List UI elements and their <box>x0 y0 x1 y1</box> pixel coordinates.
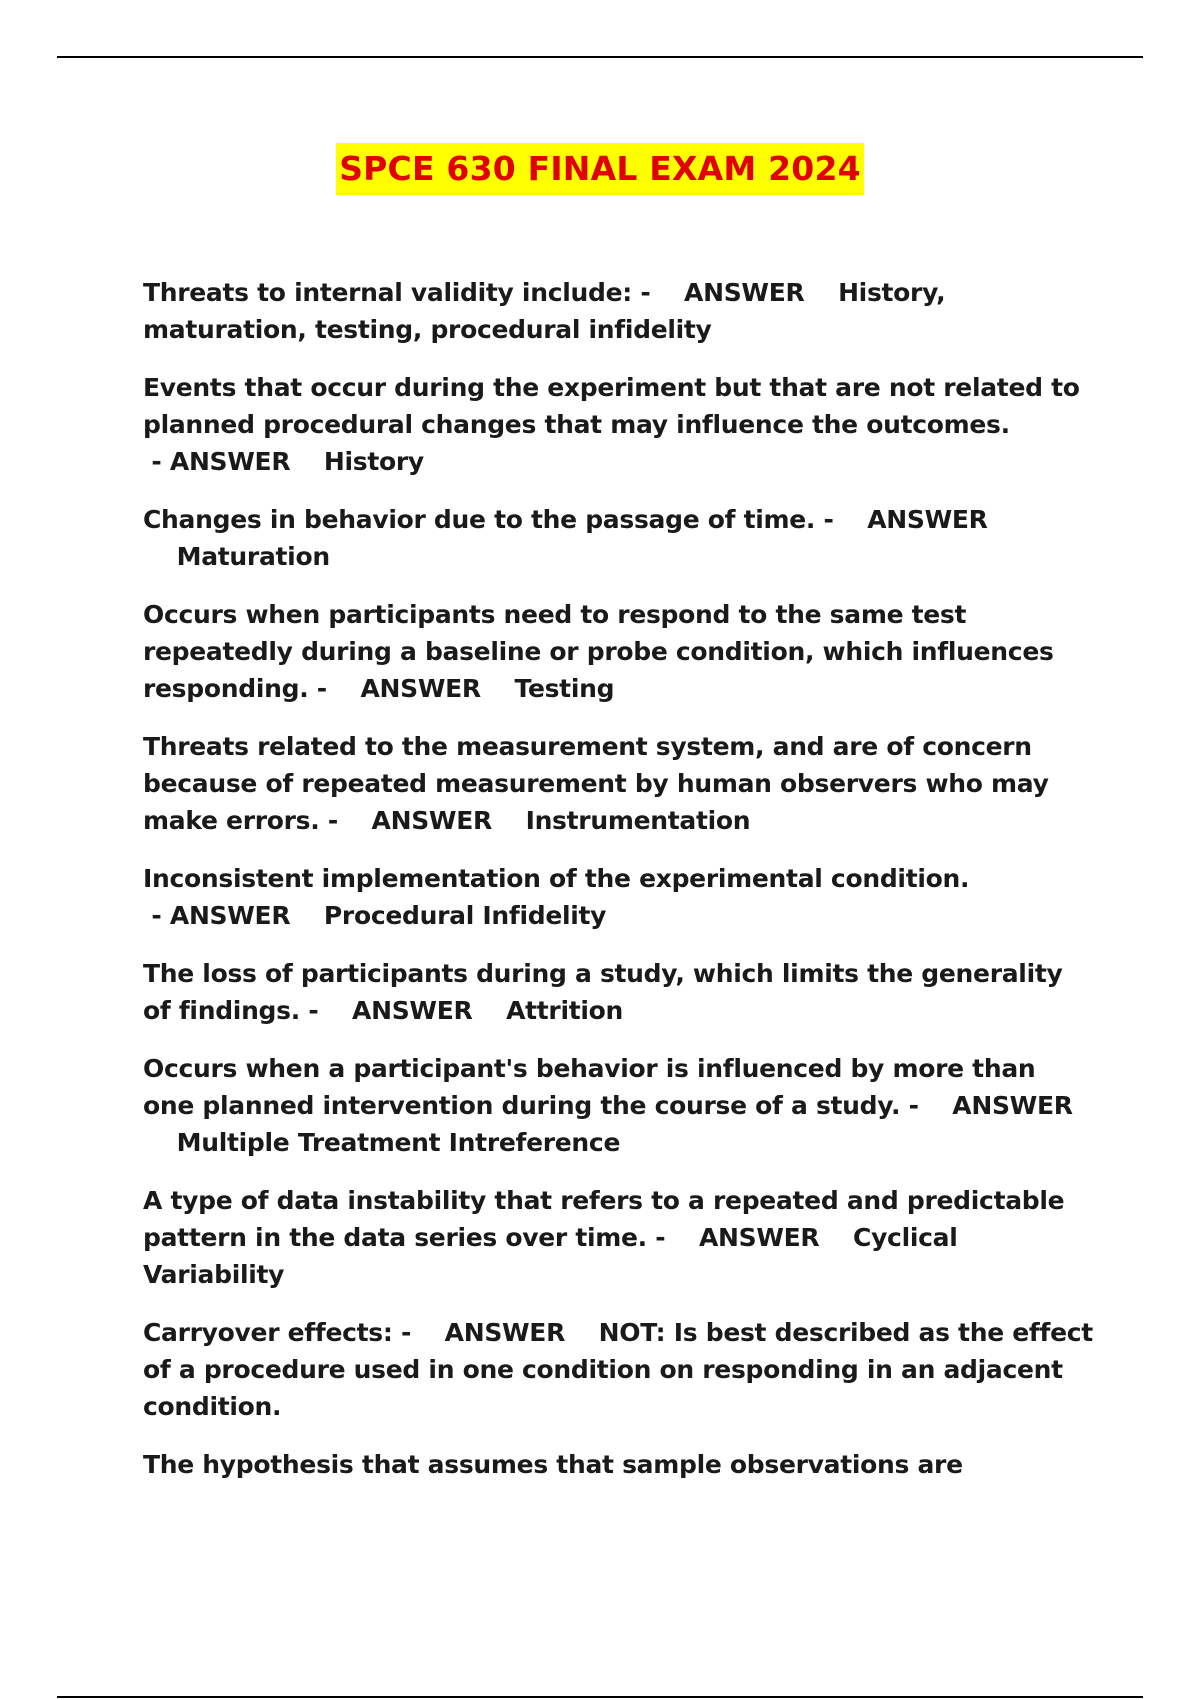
answer-text: Multiple Treatment Intreference <box>176 1128 621 1157</box>
qa-item: Occurs when participants need to respond to the same test repeatedly during a baseline or probe condition, which influences responding. - ANSWER Testing <box>143 600 1054 703</box>
answer-text: Testing <box>514 674 615 703</box>
question-text: Changes in behavior due to the passage of time. <box>143 505 816 534</box>
title-wrap <box>0 143 1200 195</box>
question-text: Occurs when participants need to respond to the same test repeatedly during a baseline or probe condition, which influences responding. <box>143 600 1054 703</box>
qa-item: Threats related to the measurement system, and are of concern because of repeated measurement by human observers who may make errors. - ANSWER Instrumentation <box>143 732 1049 835</box>
answer-text: Attrition <box>506 996 624 1025</box>
answer-text: History <box>323 447 424 476</box>
qa-item: Threats to internal validity include: - ANSWER History, maturation, testing, procedural infidelity <box>143 278 946 344</box>
qa-item: Inconsistent implementation of the experimental condition. - ANSWER Procedural Infidelity <box>143 864 970 930</box>
answer-label: ANSWER <box>444 1318 566 1347</box>
bottom-rule <box>57 1696 1143 1698</box>
answer-label: ANSWER <box>360 674 481 703</box>
question-text: Events that occur during the experiment but that are not related to planned procedural changes that may influence the outcomes. <box>143 373 1080 439</box>
qa-item: Carryover effects: - ANSWER NOT: Is best described as the effect of a procedure used in one condition on responding in an adjacent condition. <box>143 1318 1093 1421</box>
question-text: Carryover effects: <box>143 1318 393 1347</box>
question-text: The loss of participants during a study, which limits the generality of findings. <box>143 959 1063 1025</box>
answer-label: ANSWER <box>352 996 473 1025</box>
qa-list <box>143 274 1093 1504</box>
answer-label: ANSWER <box>371 806 492 835</box>
qa-item: The loss of participants during a study, which limits the generality of findings. - ANSWER Attrition <box>143 959 1063 1025</box>
question-text: Threats to internal validity include: <box>143 278 632 307</box>
answer-text: NOT: Is best described as the effect of a procedure used in one condition on responding in an adjacent condition. <box>143 1318 1093 1421</box>
qa-item: Changes in behavior due to the passage of time. - ANSWER Maturation <box>143 505 988 571</box>
top-rule <box>57 56 1143 58</box>
answer-text: Maturation <box>176 542 330 571</box>
answer-label: ANSWER <box>684 278 805 307</box>
question-text: Threats related to the measurement system, and are of concern because of repeated measurement by human observers who may make errors. <box>143 732 1049 835</box>
answer-label: ANSWER <box>169 447 291 476</box>
qa-item: Occurs when a participant's behavior is influenced by more than one planned intervention during the course of a study. - ANSWER Multiple Treatment Intreference <box>143 1054 1073 1157</box>
question-text: Occurs when a participant's behavior is influenced by more than one planned intervention during the course of a study. <box>143 1054 1036 1120</box>
question-text: Inconsistent implementation of the experimental condition. <box>143 864 970 893</box>
qa-item: A type of data instability that refers to a repeated and predictable pattern in the data series over time. - ANSWER Cyclical Variability <box>143 1186 1065 1289</box>
qa-item: Events that occur during the experiment but that are not related to planned procedural changes that may influence the outcomes. - ANSWER History <box>143 373 1080 476</box>
question-text: A type of data instability that refers to a repeated and predictable pattern in the data series over time. <box>143 1186 1065 1252</box>
answer-text: History, maturation, testing, procedural infidelity <box>143 278 946 344</box>
answer-label: ANSWER <box>867 505 988 534</box>
trailing-text: The hypothesis that assumes that sample observations are <box>143 1450 963 1479</box>
answer-label: ANSWER <box>169 901 291 930</box>
document-title: SPCE 630 FINAL EXAM 2024 <box>336 143 864 195</box>
answer-text: Procedural Infidelity <box>323 901 607 930</box>
answer-label: ANSWER <box>699 1223 820 1252</box>
answer-label: ANSWER <box>952 1091 1073 1120</box>
answer-text: Instrumentation <box>525 806 751 835</box>
answer-text: Cyclical Variability <box>143 1223 958 1289</box>
